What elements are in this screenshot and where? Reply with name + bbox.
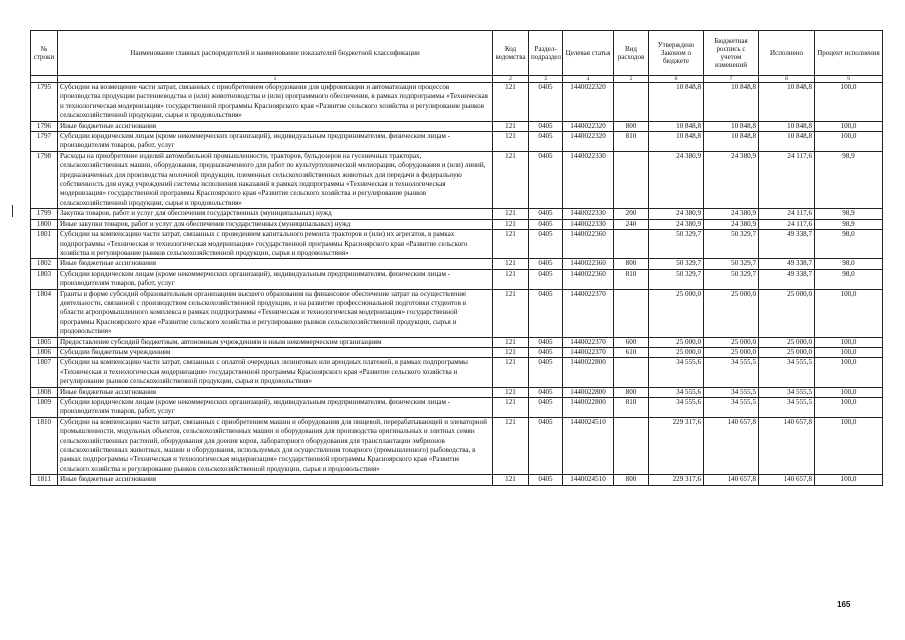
percent-cell: 100,0 — [815, 398, 883, 418]
approved-cell: 24 380,9 — [649, 151, 704, 208]
budget-schedule-cell: 34 555,5 — [704, 398, 759, 418]
page-number: 165 — [837, 600, 851, 609]
section-cell: 0405 — [529, 269, 563, 289]
executed-cell: 49 338,7 — [759, 230, 815, 259]
line-number-cell: 1807 — [31, 358, 58, 387]
column-number — [31, 76, 58, 83]
name-cell: Субсидии юридическим лицам (кроме некоммерческих организаций), индивидуальным предпринимателям, физическим лицам - производителям товаров, работ, услуг — [58, 132, 493, 152]
target-article-cell: 1440022370 — [563, 337, 614, 347]
approved-cell: 34 555,6 — [649, 398, 704, 418]
section-cell: 0405 — [529, 387, 563, 397]
name-cell: Субсидии на компенсацию части затрат, связанных с проведением капитального ремонта тракторов и (или) их агрегатов, в рамках подпрограммы «Техническая и технологическая модернизация» государственной программы Красноярского края «Развитие сельского хозяйства и регулирование рынков сельскохозяйственной продукции, сырья и продовольствия» — [58, 230, 493, 259]
executed-cell: 140 657,8 — [759, 417, 815, 474]
expense-type-cell — [614, 358, 649, 387]
department-code-header: Код ведомства — [493, 31, 529, 76]
percent-cell: 100,0 — [815, 337, 883, 347]
section-cell: 0405 — [529, 209, 563, 219]
expense-type-cell: 600 — [614, 337, 649, 347]
approved-cell: 34 555,6 — [649, 387, 704, 397]
column-number: 2 — [493, 76, 529, 83]
section-cell: 0405 — [529, 398, 563, 418]
name-cell: Субсидии на компенсацию части затрат, связанных с приобретением машин и оборудования для пищевой, перерабатывающей и элеваторной промышленности, модульных объектов, сельскохозяйственных машин и оборудования для производства оригинальных и элитных семян сельскохозяйственных растений, оборудования для доения коров, лабораторного оборудования для трансплантации эмбрионов сельскохозяйственных животных, машин и оборудования, используемых для осуществления товарного (промышленного) рыбоводства, в рамках подпрограммы «Техническая и технологическая модернизация» государственной программы Красноярского края «Развитие сельского хозяйства и регулирование рынков сельскохозяйственной продукции, сырья и продовольствия» — [58, 417, 493, 474]
target-article-cell: 1440022330 — [563, 151, 614, 208]
expense-type-cell — [614, 289, 649, 337]
name-cell: Субсидии юридическим лицам (кроме некоммерческих организаций), индивидуальным предпринимателям, физическим лицам - производителям товаров, работ, услуг — [58, 269, 493, 289]
percent-cell: 98,0 — [815, 269, 883, 289]
department-code-cell: 121 — [493, 358, 529, 387]
column-number: 8 — [759, 76, 815, 83]
percent-cell: 98,0 — [815, 259, 883, 269]
approved-cell: 229 317,6 — [649, 417, 704, 474]
expense-type-cell: 810 — [614, 398, 649, 418]
target-article-cell: 1440022800 — [563, 358, 614, 387]
department-code-cell: 121 — [493, 209, 529, 219]
table-row — [31, 230, 883, 259]
target-article-cell: 1440022360 — [563, 269, 614, 289]
line-number-cell: 1798 — [31, 151, 58, 208]
line-number-cell: 1800 — [31, 219, 58, 229]
approved-cell: 10 848,8 — [649, 121, 704, 131]
name-cell: Субсидии бюджетным учреждениям — [58, 347, 493, 357]
executed-cell: 140 657,8 — [759, 475, 815, 485]
line-number-cell: 1803 — [31, 269, 58, 289]
department-code-cell: 121 — [493, 259, 529, 269]
table-row — [31, 132, 883, 152]
budget-schedule-cell: 50 329,7 — [704, 269, 759, 289]
line-number-cell: 1799 — [31, 209, 58, 219]
budget-schedule-cell: 50 329,7 — [704, 230, 759, 259]
expense-type-cell: 800 — [614, 121, 649, 131]
percent-cell: 100,0 — [815, 417, 883, 474]
section-cell: 0405 — [529, 151, 563, 208]
executed-cell: 25 000,0 — [759, 289, 815, 337]
budget-schedule-cell: 24 380,9 — [704, 151, 759, 208]
table-header — [31, 31, 883, 83]
line-number-cell: 1801 — [31, 230, 58, 259]
column-number: 4 — [563, 76, 614, 83]
approved-header: Утверждено Законом о бюджете — [649, 31, 704, 76]
name-header: Наименование главных распорядителей и наименование показателей бюджетной классификации — [58, 31, 493, 76]
percent-cell: 98,9 — [815, 151, 883, 208]
name-cell: Иные бюджетные ассигнования — [58, 387, 493, 397]
department-code-cell: 121 — [493, 132, 529, 152]
name-cell: Субсидии на возмещение части затрат, связанных с приобретением оборудования для цифровизации и автоматизации процессов производства продукции растениеводства и (или) животноводства и (или) программного обеспечения, в рамках подпрограммы «Техническая и технологическая модернизация» государственной программы Красноярского края «Развитие сельского хозяйства и регулирование рынков сельскохозяйственной продукции, сырья и продовольствия» — [58, 83, 493, 122]
table-row — [31, 83, 883, 122]
line-number-cell: 1810 — [31, 417, 58, 474]
approved-cell: 229 317,6 — [649, 475, 704, 485]
expense-type-cell: 240 — [614, 219, 649, 229]
target-article-cell: 1440022800 — [563, 398, 614, 418]
expense-type-cell — [614, 417, 649, 474]
percent-cell: 98,0 — [815, 230, 883, 259]
name-cell: Иные бюджетные ассигнования — [58, 121, 493, 131]
executed-cell: 24 117,6 — [759, 219, 815, 229]
budget-execution-table — [30, 30, 883, 486]
budget-schedule-cell: 34 555,5 — [704, 387, 759, 397]
section-cell: 0405 — [529, 259, 563, 269]
department-code-cell: 121 — [493, 269, 529, 289]
section-cell: 0405 — [529, 289, 563, 337]
budget-schedule-cell: 140 657,8 — [704, 475, 759, 485]
department-code-cell: 121 — [493, 151, 529, 208]
expense-type-cell — [614, 230, 649, 259]
line-number-cell: 1796 — [31, 121, 58, 131]
department-code-cell: 121 — [493, 337, 529, 347]
approved-cell: 10 848,8 — [649, 83, 704, 122]
department-code-cell: 121 — [493, 417, 529, 474]
budget-schedule-cell: 10 848,8 — [704, 121, 759, 131]
target-article-cell: 1440024510 — [563, 417, 614, 474]
line-number-cell: 1808 — [31, 387, 58, 397]
executed-cell: 24 117,6 — [759, 209, 815, 219]
executed-cell: 34 555,5 — [759, 358, 815, 387]
executed-cell: 24 117,6 — [759, 151, 815, 208]
name-cell: Гранты в форме субсидий образовательным организациям высшего образования на финансовое обеспечение затрат на осуществление деятельности, связанной с производством сельскохозяйственной продукции, и на развитие профессиональной подготовки студентов в области агропромышленного комплекса в рамках подпрограммы «Техническая и технологическая модернизация» государственной программы Красноярского края «Развитие сельского хозяйства и регулирование рынков сельскохозяйственной продукции, сырья и продовольствия» — [58, 289, 493, 337]
target-article-cell: 1440022370 — [563, 289, 614, 337]
section-cell: 0405 — [529, 337, 563, 347]
approved-cell: 24 380,9 — [649, 219, 704, 229]
table-body — [31, 83, 883, 486]
table-row — [31, 289, 883, 337]
department-code-cell: 121 — [493, 347, 529, 357]
executed-cell: 34 555,5 — [759, 387, 815, 397]
target-article-cell: 1440022360 — [563, 259, 614, 269]
percent-cell: 100,0 — [815, 358, 883, 387]
percent-cell: 100,0 — [815, 347, 883, 357]
executed-cell: 10 848,8 — [759, 121, 815, 131]
section-cell: 0405 — [529, 347, 563, 357]
department-code-cell: 121 — [493, 83, 529, 122]
percent-cell: 100,0 — [815, 132, 883, 152]
approved-cell: 25 000,0 — [649, 347, 704, 357]
table-row — [31, 337, 883, 347]
section-cell: 0405 — [529, 358, 563, 387]
table-row — [31, 417, 883, 474]
expense-type-cell — [614, 151, 649, 208]
expense-type-cell: 800 — [614, 259, 649, 269]
target-article-header: Целевая статья — [563, 31, 614, 76]
department-code-cell: 121 — [493, 219, 529, 229]
name-cell: Закупка товаров, работ и услуг для обеспечения государственных (муниципальных) нужд — [58, 209, 493, 219]
table-row — [31, 398, 883, 418]
expense-type-cell: 200 — [614, 209, 649, 219]
expense-type-cell: 810 — [614, 269, 649, 289]
approved-cell: 25 000,0 — [649, 337, 704, 347]
expense-type-header: Вид расходов — [614, 31, 649, 76]
name-cell: Субсидии юридическим лицам (кроме некоммерческих организаций), индивидуальным предпринимателям, физическим лицам - производителям товаров, работ, услуг — [58, 398, 493, 418]
percent-cell: 98,9 — [815, 219, 883, 229]
section-cell: 0405 — [529, 475, 563, 485]
budget-schedule-cell: 24 380,9 — [704, 209, 759, 219]
table-row — [31, 151, 883, 208]
target-article-cell: 1440024510 — [563, 475, 614, 485]
line-number-cell: 1806 — [31, 347, 58, 357]
column-number: 5 — [614, 76, 649, 83]
executed-header: Исполнено — [759, 31, 815, 76]
column-number-row — [31, 76, 883, 83]
budget-schedule-cell: 25 000,0 — [704, 289, 759, 337]
table-row — [31, 269, 883, 289]
column-number: 6 — [649, 76, 704, 83]
line-number-cell: 1797 — [31, 132, 58, 152]
line-number-cell: 1804 — [31, 289, 58, 337]
line-number-header: № строки — [31, 31, 58, 76]
target-article-cell: 1440022320 — [563, 83, 614, 122]
column-number: 9 — [815, 76, 883, 83]
percent-header: Процент исполнения — [815, 31, 883, 76]
executed-cell: 25 000,0 — [759, 347, 815, 357]
section-cell: 0405 — [529, 219, 563, 229]
budget-schedule-cell: 140 657,8 — [704, 417, 759, 474]
table-row — [31, 347, 883, 357]
percent-cell: 98,9 — [815, 209, 883, 219]
department-code-cell: 121 — [493, 475, 529, 485]
budget-schedule-cell: 24 380,9 — [704, 219, 759, 229]
percent-cell: 100,0 — [815, 387, 883, 397]
expense-type-cell: 800 — [614, 387, 649, 397]
table-row — [31, 219, 883, 229]
executed-cell: 10 848,8 — [759, 132, 815, 152]
executed-cell: 49 338,7 — [759, 269, 815, 289]
target-article-cell: 1440022360 — [563, 230, 614, 259]
percent-cell: 100,0 — [815, 475, 883, 485]
expense-type-cell: 800 — [614, 475, 649, 485]
budget-schedule-cell: 10 848,8 — [704, 83, 759, 122]
section-cell: 0405 — [529, 132, 563, 152]
budget-execution-table-page — [30, 30, 883, 486]
department-code-cell: 121 — [493, 398, 529, 418]
department-code-cell: 121 — [493, 289, 529, 337]
target-article-cell: 1440022330 — [563, 209, 614, 219]
section-header: Раздел-подраздел — [529, 31, 563, 76]
budget-schedule-cell: 34 555,5 — [704, 358, 759, 387]
name-cell: Иные закупки товаров, работ и услуг для обеспечения государственных (муниципальных) нужд — [58, 219, 493, 229]
executed-cell: 10 848,8 — [759, 83, 815, 122]
target-article-cell: 1440022320 — [563, 132, 614, 152]
line-number-cell: 1811 — [31, 475, 58, 485]
section-cell: 0405 — [529, 417, 563, 474]
column-number: 7 — [704, 76, 759, 83]
target-article-cell: 1440022370 — [563, 347, 614, 357]
percent-cell: 100,0 — [815, 289, 883, 337]
table-row — [31, 259, 883, 269]
margin-mark — [12, 205, 13, 217]
section-cell: 0405 — [529, 121, 563, 131]
table-row — [31, 387, 883, 397]
department-code-cell: 121 — [493, 121, 529, 131]
table-row — [31, 358, 883, 387]
line-number-cell: 1802 — [31, 259, 58, 269]
target-article-cell: 1440022800 — [563, 387, 614, 397]
line-number-cell: 1809 — [31, 398, 58, 418]
column-number: 1 — [58, 76, 493, 83]
executed-cell: 25 000,0 — [759, 337, 815, 347]
approved-cell: 10 848,8 — [649, 132, 704, 152]
percent-cell: 100,0 — [815, 121, 883, 131]
department-code-cell: 121 — [493, 230, 529, 259]
budget-schedule-header: Бюджетная роспись с учетом изменений — [704, 31, 759, 76]
approved-cell: 25 000,0 — [649, 289, 704, 337]
section-cell: 0405 — [529, 83, 563, 122]
budget-schedule-cell: 50 329,7 — [704, 259, 759, 269]
name-cell: Иные бюджетные ассигнования — [58, 259, 493, 269]
executed-cell: 34 555,5 — [759, 398, 815, 418]
name-cell: Иные бюджетные ассигнования — [58, 475, 493, 485]
approved-cell: 24 380,9 — [649, 209, 704, 219]
department-code-cell: 121 — [493, 387, 529, 397]
header-row — [31, 31, 883, 76]
approved-cell: 50 329,7 — [649, 230, 704, 259]
budget-schedule-cell: 25 000,0 — [704, 347, 759, 357]
table-row — [31, 475, 883, 485]
section-cell: 0405 — [529, 230, 563, 259]
line-number-cell: 1805 — [31, 337, 58, 347]
name-cell: Предоставление субсидий бюджетным, автономным учреждениям и иным некоммерческим организациям — [58, 337, 493, 347]
target-article-cell: 1440022330 — [563, 219, 614, 229]
table-row — [31, 121, 883, 131]
budget-schedule-cell: 10 848,8 — [704, 132, 759, 152]
expense-type-cell — [614, 83, 649, 122]
percent-cell: 100,0 — [815, 83, 883, 122]
name-cell: Расходы на приобретение изделий автомобильной промышленности, тракторов, бульдозеров на гусеничных тракторах, сельскохозяйственных машин, оборудования, предназначенного для работ по культуртехнической мелиорации, оборудования и (или) линий, предназначенных для производства молочной продукции, племенных сельскохозяйственных животных для передачи в федеральную собственность для нужд учреждений системы исполнения наказаний в рамках подпрограммы «Техническая и технологическая модернизация» государственной программы Красноярского края «Развитие сельского хозяйства и регулирование рынков сельскохозяйственной продукции, сырья и продовольствия» — [58, 151, 493, 208]
line-number-cell: 1795 — [31, 83, 58, 122]
target-article-cell: 1440022320 — [563, 121, 614, 131]
executed-cell: 49 338,7 — [759, 259, 815, 269]
name-cell: Субсидии на компенсацию части затрат, связанных с оплатой очередных лизинговых или арендных платежей, в рамках подпрограммы «Техническая и технологическая модернизация» государственной программы Красноярского края «Развитие сельского хозяйства и регулирование рынков сельскохозяйственной продукции, сырья и продовольствия» — [58, 358, 493, 387]
approved-cell: 50 329,7 — [649, 259, 704, 269]
column-number: 3 — [529, 76, 563, 83]
approved-cell: 50 329,7 — [649, 269, 704, 289]
budget-schedule-cell: 25 000,0 — [704, 337, 759, 347]
table-row — [31, 209, 883, 219]
approved-cell: 34 555,6 — [649, 358, 704, 387]
expense-type-cell: 610 — [614, 347, 649, 357]
expense-type-cell: 810 — [614, 132, 649, 152]
